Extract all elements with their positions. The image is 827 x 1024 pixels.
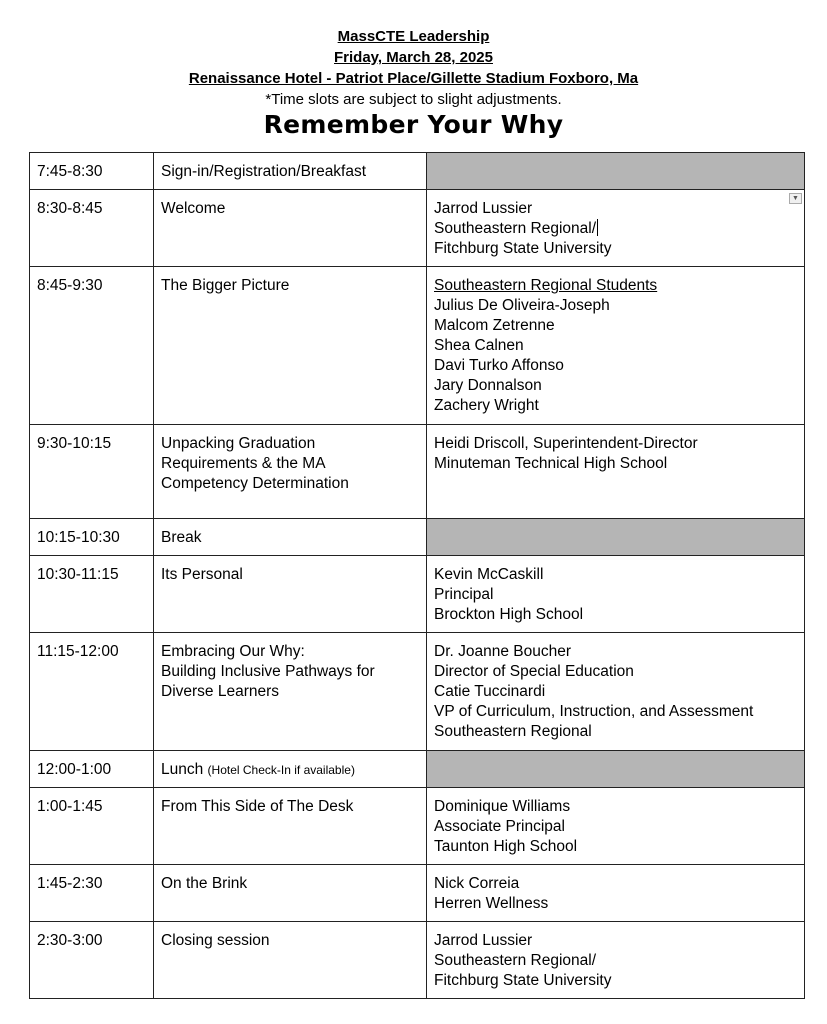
topic-line: Break [161,529,202,546]
topic-line: Its Personal [161,566,243,583]
time-cell: 1:45-2:30 [30,865,154,922]
agenda-row [30,267,805,425]
agenda-row [30,788,805,865]
time-cell: 8:30-8:45 [30,190,154,267]
time-cell: 10:15-10:30 [30,519,154,556]
speaker-line: Catie Tuccinardi [434,683,546,700]
topic-cell [154,633,427,751]
speaker-cell-empty [427,751,805,788]
speaker-line: Herren Wellness [434,895,549,912]
agenda-row [30,519,805,556]
agenda-row [30,425,805,519]
speaker-line: Davi Turko Affonso [434,357,564,374]
topic-line: Unpacking Graduation [161,435,316,452]
time-cell: 2:30-3:00 [30,922,154,999]
speaker-line: Fitchburg State University [434,972,612,989]
speaker-line: Southeastern Regional/ [434,220,597,237]
topic-line: On the Brink [161,875,248,892]
speaker-line: Zachery Wright [434,397,539,414]
speaker-line: Minuteman Technical High School [434,455,668,472]
speaker-line: Shea Calnen [434,337,524,354]
speaker-line: VP of Curriculum, Instruction, and Assessment [434,703,754,720]
topic-line: The Bigger Picture [161,277,290,294]
speaker-cell [427,267,805,425]
speaker-line: Jarrod Lussier [434,932,533,949]
topic-cell [154,751,427,788]
speaker-cell [427,922,805,999]
speaker-line: Malcom Zetrenne [434,317,555,334]
speaker-line: Principal [434,586,494,603]
speaker-line: Julius De Oliveira-Joseph [434,297,610,314]
topic-cell [154,267,427,425]
speaker-line: Director of Special Education [434,663,634,680]
time-cell: 10:30-11:15 [30,556,154,633]
time-cell: 1:00-1:45 [30,788,154,865]
speaker-cell [427,556,805,633]
speaker-line: Kevin McCaskill [434,566,544,583]
topic-line: Closing session [161,932,270,949]
speaker-line: Nick Correia [434,875,520,892]
topic-cell [154,425,427,519]
event-venue: Renaissance Hotel - Patriot Place/Gillette Stadium Foxboro, Ma [188,70,639,87]
speaker-line: Taunton High School [434,838,578,855]
document-header [0,26,827,140]
speaker-line: Dominique Williams [434,798,571,815]
speaker-cell [427,425,805,519]
topic-line: Embracing Our Why: [161,643,305,660]
time-cell: 8:45-9:30 [30,267,154,425]
topic-line: From This Side of The Desk [161,798,354,815]
speaker-line: Southeastern Regional [434,723,592,740]
org-title: MassCTE Leadership [337,28,490,45]
topic-line: Diverse Learners [161,683,280,700]
topic-cell [154,865,427,922]
speaker-cell [427,633,805,751]
speaker-line-with-cursor[interactable] [434,219,797,239]
topic-cell [154,153,427,190]
topic-cell [154,519,427,556]
speaker-line: Dr. Joanne Boucher [434,643,572,660]
topic-line: Sign-in/Registration/Breakfast [161,163,367,180]
agenda-row [30,922,805,999]
speaker-line: Jarrod Lussier [434,200,533,217]
speaker-line: Southeastern Regional/ [434,952,597,969]
agenda-table [29,152,805,999]
topic-line: Lunch [161,761,204,778]
speaker-cell-empty [427,153,805,190]
speaker-cell[interactable] [427,190,805,267]
topic-cell [154,556,427,633]
speaker-line: Associate Principal [434,818,565,835]
agenda-row [30,556,805,633]
time-cell: 11:15-12:00 [30,633,154,751]
topic-line: Building Inclusive Pathways for [161,663,375,680]
dropdown-arrow-icon[interactable]: ▼ [789,193,802,204]
agenda-row [30,865,805,922]
text-cursor [597,219,598,236]
agenda-row [30,633,805,751]
speaker-line: Jary Donnalson [434,377,542,394]
time-cell: 12:00-1:00 [30,751,154,788]
speaker-cell-empty [427,519,805,556]
topic-line: Requirements & the MA [161,455,326,472]
time-cell: 7:45-8:30 [30,153,154,190]
time-cell: 9:30-10:15 [30,425,154,519]
topic-line: Welcome [161,200,226,217]
agenda-row [30,153,805,190]
speaker-line: Brockton High School [434,606,584,623]
agenda-row [30,190,805,267]
event-theme: Remember Your Why [263,110,564,139]
speaker-group-heading: Southeastern Regional Students [434,277,658,294]
speaker-line: Fitchburg State University [434,240,612,257]
topic-line: Competency Determination [161,475,349,492]
agenda-row [30,751,805,788]
topic-cell [154,190,427,267]
event-date: Friday, March 28, 2025 [334,49,493,66]
topic-note: (Hotel Check-In if available) [207,763,355,777]
time-note: *Time slots are subject to slight adjustments. [265,91,562,108]
speaker-line: Heidi Driscoll, Superintendent-Director [434,435,698,452]
speaker-cell [427,865,805,922]
speaker-cell [427,788,805,865]
topic-cell [154,788,427,865]
topic-cell [154,922,427,999]
